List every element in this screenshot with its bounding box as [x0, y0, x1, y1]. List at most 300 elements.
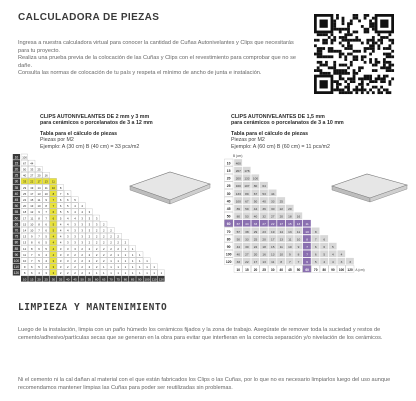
right-cell-value: 200 — [235, 176, 241, 181]
left-cell-value: 2 — [81, 259, 83, 263]
right-cell-value: 20 — [288, 207, 292, 211]
left-cell-value: 4 — [52, 240, 55, 245]
right-col-label: 90 — [331, 267, 335, 272]
left-row-label: 75 — [14, 234, 19, 239]
left-cell-value: 1 — [139, 252, 141, 257]
left-unit: Piezas por M2 — [40, 137, 74, 144]
left-cell-value: 14 — [23, 228, 27, 233]
right-cell-value: 10 — [296, 237, 301, 242]
left-cell-value: 1 — [124, 246, 127, 251]
left-cell-value: 7 — [31, 252, 33, 257]
right-cell-value: 7 — [314, 237, 317, 242]
right-cell-value: 89 — [236, 207, 241, 211]
left-cell-value: 4 — [59, 228, 62, 233]
left-cell-value: 3 — [74, 246, 76, 251]
right-cell-value: 11 — [305, 222, 309, 227]
left-cell-value: 10 — [51, 185, 55, 190]
left-cell-value: 1 — [131, 271, 134, 276]
right-cell-value: 4 — [332, 260, 334, 265]
left-row-label: 110 — [13, 265, 20, 270]
right-cell-value: 100 — [252, 176, 259, 181]
right-cell-value: 7 — [306, 245, 308, 249]
left-cell-value: 1 — [103, 265, 105, 270]
right-cell-value: 19 — [270, 229, 275, 234]
left-cell-value: 5 — [67, 210, 69, 215]
left-cell-value: 1 — [110, 265, 112, 270]
right-cell-value: 6 — [314, 252, 317, 257]
right-cell-value: 30 — [270, 207, 275, 211]
left-cell-value: 2 — [103, 259, 105, 263]
left-cell-value: 2 — [81, 252, 83, 257]
left-cell-value: 17 — [37, 179, 41, 184]
left-cell-value: 1 — [103, 271, 105, 276]
left-row-label: 55 — [14, 210, 19, 215]
left-cell-value: 1 — [124, 265, 127, 270]
left-cell-value: 3 — [81, 228, 83, 233]
left-cell-value: 29 — [23, 185, 27, 190]
left-cell-value: 3 — [67, 240, 69, 245]
right-row-label: 15 — [226, 169, 231, 173]
left-cell-value: 4 — [59, 240, 62, 245]
left-cell-value: 2 — [103, 228, 105, 233]
left-cell-value: 2 — [95, 234, 98, 239]
left-cell-value: 3 — [74, 234, 76, 239]
left-cell-value: 3 — [81, 240, 83, 245]
right-cell-value: 32 — [262, 214, 266, 219]
left-col-label: 50 — [80, 277, 84, 282]
right-cell-value: 6 — [323, 237, 326, 242]
right-axis-a-label: A (cm) — [355, 267, 365, 272]
right-cell-value: 44 — [245, 222, 249, 227]
left-cell-value: 10 — [23, 259, 27, 263]
right-row-label: 45 — [226, 207, 231, 211]
left-col-label: 55 — [87, 277, 92, 282]
right-col-label: 120 — [347, 267, 353, 272]
right-cell-value: 30 — [245, 245, 249, 249]
intro-paragraph-2: Realiza una prueba previa de la colocación de las Cuñas y Clips con el revestimiento para comprobar que no se dañe. — [18, 55, 296, 69]
left-row-label: 65 — [14, 222, 19, 227]
left-row-label: 120 — [13, 271, 20, 276]
left-col-label: 25 — [44, 277, 48, 282]
left-cell-value: 17 — [23, 216, 27, 221]
tile-illustration-right — [332, 174, 407, 198]
left-cell-value: 3 — [67, 259, 69, 263]
left-cell-value: 20 — [23, 204, 27, 209]
right-cell-value: 7 — [289, 260, 291, 265]
left-cell-value: 6 — [45, 228, 47, 233]
right-cell-value: 25 — [279, 199, 284, 204]
left-cell-value: 3 — [59, 252, 62, 257]
right-cell-value: 10 — [279, 252, 284, 257]
left-cell-value: 2 — [117, 246, 119, 251]
left-cell-value: 8 — [31, 246, 33, 251]
left-cell-value: 2 — [74, 259, 76, 263]
right-cell-value: 11 — [271, 260, 275, 265]
right-col-label: 30 — [270, 267, 275, 272]
left-cell-value: 6 — [38, 240, 40, 245]
left-row-label: 85 — [14, 246, 19, 251]
left-cell-value: 1 — [146, 265, 148, 270]
left-cell-value: 6 — [59, 198, 62, 202]
left-cell-value: 2 — [95, 240, 98, 245]
left-cell-value: 2 — [117, 234, 119, 239]
right-cell-value: 4 — [340, 252, 343, 257]
right-cell-value: 89 — [245, 191, 249, 196]
left-calculation-table — [5, 150, 215, 282]
left-cell-value: 11 — [44, 185, 48, 190]
left-cell-value: 4 — [59, 234, 62, 239]
left-cell-value: 4 — [74, 210, 76, 215]
left-cell-value: 10 — [37, 204, 41, 209]
left-cell-value: 3 — [59, 259, 62, 263]
left-cell-value: 33 — [30, 167, 34, 172]
left-cell-value: 1 — [139, 265, 141, 270]
right-row-label: 25 — [226, 184, 231, 189]
right-row-label: 80 — [226, 237, 231, 242]
right-row-label: 100 — [225, 252, 232, 257]
left-cell-value: 5 — [38, 259, 40, 263]
right-row-label: 120 — [225, 260, 232, 265]
left-cell-value: 6 — [52, 216, 55, 221]
left-cell-value: 8 — [38, 216, 40, 221]
left-cell-value: 3 — [45, 271, 47, 276]
right-cell-value: 13 — [288, 229, 292, 234]
left-cell-value: 7 — [38, 234, 40, 239]
right-cell-value: 11 — [279, 245, 283, 249]
left-cell-value: 1 — [131, 265, 134, 270]
left-cell-value: 2 — [124, 240, 127, 245]
right-cell-value: 267 — [235, 169, 241, 173]
right-row-label: 10 — [226, 161, 231, 166]
right-cell-value: 20 — [253, 252, 258, 257]
left-cell-value: 10 — [30, 228, 34, 233]
tile-illustration-left — [130, 172, 210, 200]
left-cell-value: 1 — [131, 246, 134, 251]
left-row-label: 50 — [14, 204, 19, 209]
left-cell-value: 3 — [74, 222, 76, 227]
left-cell-value: 15 — [30, 198, 34, 202]
right-cell-value: 4 — [332, 252, 334, 257]
right-cell-value: 20 — [279, 214, 284, 219]
left-cell-value: 4 — [74, 216, 76, 221]
left-cell-value: 12 — [30, 210, 34, 215]
left-col-label: 100 — [144, 277, 150, 282]
left-cell-value: 40 — [23, 173, 27, 178]
left-cell-value: 7 — [45, 216, 47, 221]
right-cell-value: 22 — [270, 222, 275, 227]
left-cell-value: 5 — [52, 222, 55, 227]
right-cell-value: 22 — [279, 207, 284, 211]
right-cell-value: 50 — [253, 199, 258, 204]
right-cell-value: 64 — [262, 184, 266, 189]
left-col-label: 80 — [123, 277, 128, 282]
right-cell-value: 25 — [253, 237, 258, 242]
right-cell-value: 22 — [253, 245, 258, 249]
left-cell-value: 1 — [117, 271, 119, 276]
left-cell-value: 1 — [124, 259, 127, 263]
left-cell-value: 13 — [37, 191, 41, 196]
left-row-label: 70 — [14, 228, 19, 233]
left-cell-value: 7 — [31, 259, 33, 263]
left-cell-value: 1 — [117, 259, 119, 263]
left-cell-value: 1 — [110, 259, 112, 263]
left-cell-value: 5 — [59, 216, 62, 221]
right-cell-value: 57 — [236, 229, 241, 234]
left-cell-value: 3 — [67, 252, 69, 257]
left-cell-value: 11 — [37, 198, 41, 202]
left-cell-value: 2 — [103, 222, 105, 227]
left-cell-value: 2 — [88, 252, 91, 257]
right-col-label: 40 — [279, 267, 284, 272]
intro-text — [18, 40, 303, 78]
left-cell-value: 5 — [67, 204, 69, 209]
left-cell-value: 4 — [52, 246, 55, 251]
right-cell-value: 40 — [236, 252, 241, 257]
limpieza-paragraph-1: Luego de la instalación, limpia con un paño húmedo los cerámicos fijados y la zona de trabajo. Asegúrate de remover toda la suciedad y restos de cemento/adhesivo/partículas secas que se generan en la obra para evitar que interfieran en la correcta separación y/o nivelación de los cerámicos. — [18, 327, 383, 341]
right-cell-value: 36 — [262, 207, 266, 211]
left-cell-value: 1 — [117, 252, 119, 257]
left-cell-value: 8 — [23, 271, 26, 276]
left-cell-value: 3 — [88, 228, 91, 233]
left-cell-value: 3 — [88, 216, 91, 221]
right-cell-value: 33 — [253, 222, 258, 227]
right-cell-value: 4 — [323, 260, 326, 265]
right-cell-value: 3 — [340, 260, 343, 265]
left-cell-value: 3 — [88, 222, 91, 227]
left-cell-value: 8 — [38, 222, 40, 227]
left-example: Ejemplo: A (30 cm) B (40 cm) = 33 pcs/m2 — [40, 143, 140, 150]
left-cell-value: 1 — [117, 265, 119, 270]
left-col-label: 15 — [30, 277, 34, 282]
right-cell-value: 33 — [236, 260, 241, 265]
left-col-label: 70 — [109, 277, 113, 282]
left-row-label: 80 — [14, 240, 19, 245]
left-cell-value: 13 — [44, 179, 48, 184]
left-cell-value: 6 — [38, 246, 40, 251]
left-cell-value: 6 — [59, 204, 62, 209]
right-col-label: 80 — [322, 267, 327, 272]
left-cell-value: 22 — [23, 198, 27, 202]
right-cell-value: 13 — [270, 252, 275, 257]
right-row-label: 30 — [226, 191, 231, 196]
left-cell-value: 4 — [45, 259, 47, 263]
right-cell-value: 44 — [236, 245, 241, 249]
left-row-label: 10 — [14, 155, 19, 160]
left-cell-value: 7 — [52, 204, 55, 209]
right-cell-value: 7 — [306, 252, 308, 257]
left-cell-value: 2 — [67, 271, 69, 276]
right-cell-value: 9 — [289, 252, 291, 257]
right-cell-value: 13 — [262, 260, 266, 265]
right-cell-value: 67 — [245, 199, 249, 204]
right-cell-value: 8 — [314, 229, 317, 234]
left-col-label: 10 — [22, 277, 27, 282]
right-unit: Piezas por M2 — [231, 137, 265, 144]
right-cell-value: 15 — [270, 245, 275, 249]
left-cell-value: 17 — [30, 191, 34, 196]
right-row-label: 70 — [226, 229, 231, 234]
left-cell-value: 6 — [31, 265, 33, 270]
left-cell-value: 1 — [139, 271, 141, 276]
right-cell-value: 6 — [306, 260, 308, 265]
right-cell-value: 20 — [262, 237, 266, 242]
right-table-title: Tabla para el cálculo de piezas — [231, 130, 309, 137]
right-cell-value: 29 — [253, 229, 258, 234]
left-cell-value: 9 — [23, 265, 26, 270]
right-cell-value: 7 — [297, 260, 300, 265]
left-cell-value: 4 — [45, 252, 47, 257]
left-cell-value: 7 — [45, 210, 47, 215]
right-col-label: 70 — [313, 267, 318, 272]
left-cell-value: 4 — [81, 210, 83, 215]
left-cell-value: 4 — [67, 216, 69, 221]
right-col-label: 10 — [236, 267, 241, 272]
left-row-label: 15 — [14, 161, 19, 166]
left-cell-value: 67 — [23, 161, 27, 166]
right-cell-value: 27 — [245, 252, 249, 257]
right-cell-value: 50 — [236, 237, 241, 242]
left-cell-value: 5 — [52, 228, 55, 233]
left-col-label: 40 — [66, 277, 70, 282]
left-cell-value: 5 — [38, 265, 40, 270]
left-cell-value: 10 — [44, 191, 48, 196]
left-cell-value: 13 — [23, 240, 27, 245]
left-col-label: 120 — [158, 277, 164, 282]
right-col-label: 50 — [296, 267, 301, 272]
right-cell-value: 18 — [262, 245, 266, 249]
right-cell-value: 53 — [245, 214, 249, 219]
left-cell-value: 3 — [67, 234, 69, 239]
right-cell-value: 22 — [245, 260, 249, 265]
left-cell-value: 5 — [45, 246, 47, 251]
right-col-label: 15 — [245, 267, 249, 272]
left-col-label: 60 — [94, 277, 99, 282]
right-cell-value: 40 — [262, 199, 266, 204]
left-col-label: 30 — [51, 277, 56, 282]
right-cell-value: 33 — [270, 199, 275, 204]
left-cell-value: 18 — [23, 210, 27, 215]
right-cell-value: 40 — [253, 214, 258, 219]
right-row-label: 50 — [226, 214, 231, 219]
left-panel-label — [40, 114, 200, 150]
left-cell-value: 4 — [67, 228, 69, 233]
left-panel-subheading: para cerámicos o porcelanatos de 3 a 12 mm — [40, 120, 153, 127]
left-cell-value: 11 — [30, 216, 34, 221]
left-cell-value: 3 — [81, 234, 83, 239]
left-cell-value: 33 — [23, 179, 27, 184]
left-cell-value: 1 — [95, 271, 98, 276]
qr-code[interactable] — [314, 14, 394, 94]
left-cell-value: 2 — [95, 228, 98, 233]
right-cell-value: 17 — [253, 260, 258, 265]
left-cell-value: 27 — [30, 173, 34, 178]
left-row-label: 45 — [14, 198, 19, 202]
page-title: CALCULADORA DE PIEZAS — [18, 12, 160, 23]
left-cell-value: 4 — [74, 204, 76, 209]
right-cell-value: 17 — [279, 222, 284, 227]
left-cell-value: 9 — [38, 210, 40, 215]
left-cell-value: 3 — [95, 216, 98, 221]
right-row-label: 90 — [226, 245, 231, 249]
left-cell-value: 1 — [146, 271, 148, 276]
left-cell-value: 2 — [88, 234, 91, 239]
left-cell-value: 7 — [52, 198, 55, 202]
right-cell-value: 6 — [314, 245, 317, 249]
right-row-label: 20 — [226, 176, 231, 181]
right-cell-value: 160 — [235, 184, 241, 189]
right-cell-value: 33 — [245, 237, 249, 242]
right-cell-value: 67 — [236, 222, 241, 227]
left-row-label: 25 — [14, 173, 19, 178]
right-panel-heading: CLIPS AUTONIVELANTES DE 1,5 mm — [231, 114, 325, 120]
right-cell-value: 400 — [235, 161, 241, 166]
left-row-label: 100 — [13, 259, 20, 263]
right-cell-value: 27 — [270, 214, 275, 219]
left-cell-value: 1 — [131, 259, 134, 263]
left-row-label: 20 — [14, 167, 19, 172]
left-cell-value: 3 — [59, 265, 62, 270]
right-cell-value: 67 — [253, 191, 258, 196]
left-cell-value: 6 — [38, 252, 40, 257]
right-cell-value: 9 — [297, 245, 300, 249]
right-row-label: 40 — [226, 199, 231, 204]
right-cell-value: 13 — [296, 222, 301, 227]
right-cell-value: 8 — [297, 252, 300, 257]
right-cell-value: 80 — [236, 214, 241, 219]
left-cell-value: 6 — [31, 271, 33, 276]
right-cell-value: 53 — [262, 191, 266, 196]
left-cell-value: 11 — [51, 179, 55, 184]
left-cell-value: 9 — [31, 234, 33, 239]
left-cell-value: 2 — [110, 228, 112, 233]
left-cell-value: 3 — [67, 246, 69, 251]
left-cell-value: 2 — [88, 240, 91, 245]
right-cell-value: 11 — [296, 229, 301, 234]
left-cell-value: 16 — [44, 173, 48, 178]
left-cell-value: 3 — [74, 228, 76, 233]
left-cell-value: 2 — [88, 259, 91, 263]
right-cell-value: 3 — [349, 260, 351, 265]
right-cell-value: 178 — [244, 169, 250, 173]
left-cell-value: 4 — [52, 234, 55, 239]
left-cell-value: 2 — [110, 246, 112, 251]
intro-paragraph-3: Consulta las normas de colocación de tu país y respeta el mínimo de ancho de junta e instalación. — [18, 70, 262, 77]
left-cell-value: 2 — [88, 265, 91, 270]
left-cell-value: 3 — [95, 222, 98, 227]
right-col-label: 25 — [262, 267, 266, 272]
left-cell-value: 3 — [52, 259, 55, 263]
left-cell-value: 3 — [81, 216, 83, 221]
left-cell-value: 1 — [124, 271, 127, 276]
left-cell-value: 2 — [95, 259, 98, 263]
right-panel-label — [231, 114, 401, 150]
right-axis-b-label: B (cm) — [233, 154, 243, 158]
left-cell-value: 6 — [45, 222, 47, 227]
left-cell-value: 2 — [81, 265, 83, 270]
left-cell-value: 8 — [45, 204, 47, 209]
left-cell-value: 3 — [52, 265, 55, 270]
limpieza-paragraph-2: Ni el cemento ni la cal dañan al material con el que están fabricados los Clips o las Cuñas, por lo que no es necesario limpiarlos luego del uso aunque recomendamos mantener limpias las Cuñas para poder ser reutilizadas sin problemas. — [18, 377, 391, 391]
right-cell-value: 11 — [288, 237, 292, 242]
right-cell-value: 10 — [305, 229, 309, 234]
left-cell-value: 10 — [30, 222, 34, 227]
left-cell-value: 7 — [38, 228, 40, 233]
right-cell-value: 5 — [323, 252, 326, 257]
left-cell-value: 2 — [95, 246, 98, 251]
right-cell-value: 18 — [288, 214, 292, 219]
left-cell-value: 11 — [23, 252, 27, 257]
right-cell-value: 10 — [288, 245, 292, 249]
